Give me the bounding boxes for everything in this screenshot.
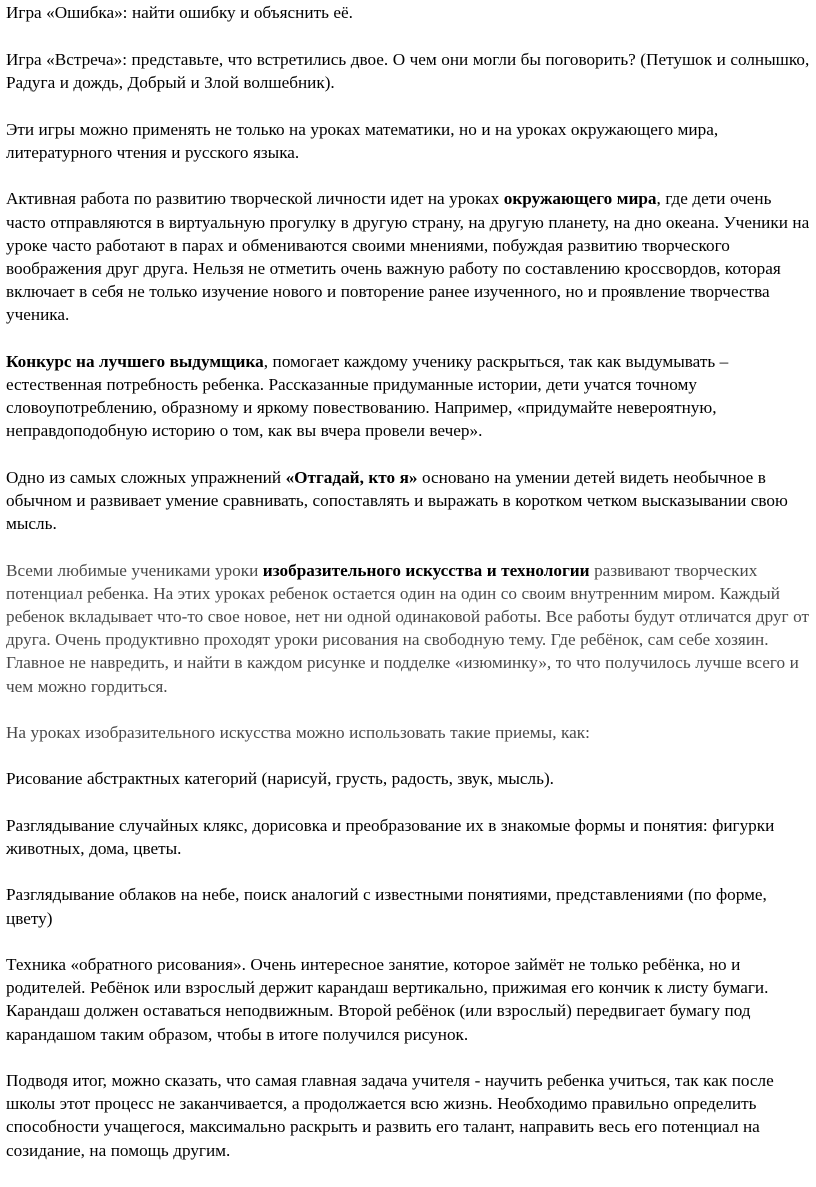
bold-term: окружающего мира <box>503 189 657 209</box>
paragraph-reverse-drawing: Техника «обратного рисования». Очень интересное занятие, которое займёт не только ребёнка, но и родителей. Ребёнок или взрослый держит карандаш вертикально, прижимая его кончик к листу бумаги. Карандаш должен оставаться неподвижным. Второй ребёнок (или взрослый) передвигает бумагу под карандашом таким образом, чтобы в итоге получился рисунок. <box>6 954 769 1044</box>
text-run: , помогает каждому ученику раскрыться, так как выдумывать – естественная потребность ребенка. Рассказанные придуманные истории, дети учатся точному словоупотреблению, образному и яркому повествованию. Например, «придумайте невероятную, неправдоподобную историю о том, как вы вчера провели вечер». <box>6 351 729 441</box>
paragraph-world-lessons <box>6 187 810 326</box>
paragraph-abstract-drawing: Рисование абстрактных категорий (нарисуй, грусть, радость, звук, мысль). <box>6 769 554 789</box>
text-run: развивают творческих потенциал ребенка. На этих уроках ребенок остается один на один со своим внутренним миром. Каждый ребенок вкладывает что-то свое новое, нет ни одной одинаковой работы. Все работы будут отличатся друг от друга. Очень продуктивно проходят уроки рисования на свободную тему. Где ребёнок, сам себе хозяин. Главное не навредить, и найти в каждом рисунке и подделке «изюминку», то что получилось лучше всего и чем можно гордиться. <box>6 560 809 696</box>
paragraph-game-error: Игра «Ошибка»: найти ошибку и объяснить её. <box>6 3 353 22</box>
paragraph-guess-who <box>6 466 810 536</box>
paragraph-games-usage: Эти игры можно применять не только на уроках математики, но и на уроках окружающего мира, литературного чтения и русского языка. <box>6 119 719 162</box>
paragraph-blots: Разглядывание случайных клякс, дорисовка и преобразование их в знакомые формы и понятия: фигурки животных, дома, цветы. <box>6 815 775 858</box>
text-run: Одно из самых сложных упражнений <box>6 467 286 487</box>
paragraph-art-lessons <box>6 559 810 698</box>
text-run: Активная работа по развитию творческой личности идет на уроках <box>6 189 504 209</box>
paragraph-game-meeting: Игра «Встреча»: представьте, что встретились двое. О чем они могли бы поговорить? (Петушок и солнышко, Радуга и дождь, Добрый и Злой волшебник). <box>6 50 810 93</box>
paragraph-art-techniques-intro: На уроках изобразительного искусства можно использовать такие приемы, как: <box>6 723 590 742</box>
text-run: Всеми любимые учениками уроки <box>6 560 263 580</box>
text-run: основано на умении детей видеть необычное в обычном и развивает умение сравнивать, сопоставлять и выражать в коротком четком высказывании свою мысль. <box>6 467 788 534</box>
paragraph-inventor-contest <box>6 350 810 443</box>
paragraph-conclusion: Подводя итог, можно сказать, что самая главная задача учителя - научить ребенка учиться, так как после школы этот процесс не заканчивается, а продолжается всю жизнь. Необходимо правильно определить способности учащегося, максимально раскрыть и развить его талант, направить весь его потенциал на созидание, на помощь другим. <box>6 1070 774 1160</box>
bold-term: Конкурс на лучшего выдумщика <box>6 351 264 371</box>
text-run: , где дети очень часто отправляются в виртуальную прогулку в другую страну, на другую планету, на дно океана. Ученики на уроке часто работают в парах и обмениваются своими мнениями, побуждая развитию творческого воображения друг друга. Нельзя не отметить очень важную работу по составлению кроссвордов, которая включает в себя не только изучение нового и повторение ранее изученного, но и проявление творчества ученика. <box>6 189 810 325</box>
paragraph-clouds: Разглядывание облаков на небе, поиск аналогий с известными понятиями, представлениями (по форме, цвету) <box>6 885 767 928</box>
bold-term: изобразительного искусства и технологии <box>262 560 590 580</box>
bold-term: «Отгадай, кто я» <box>285 467 418 487</box>
